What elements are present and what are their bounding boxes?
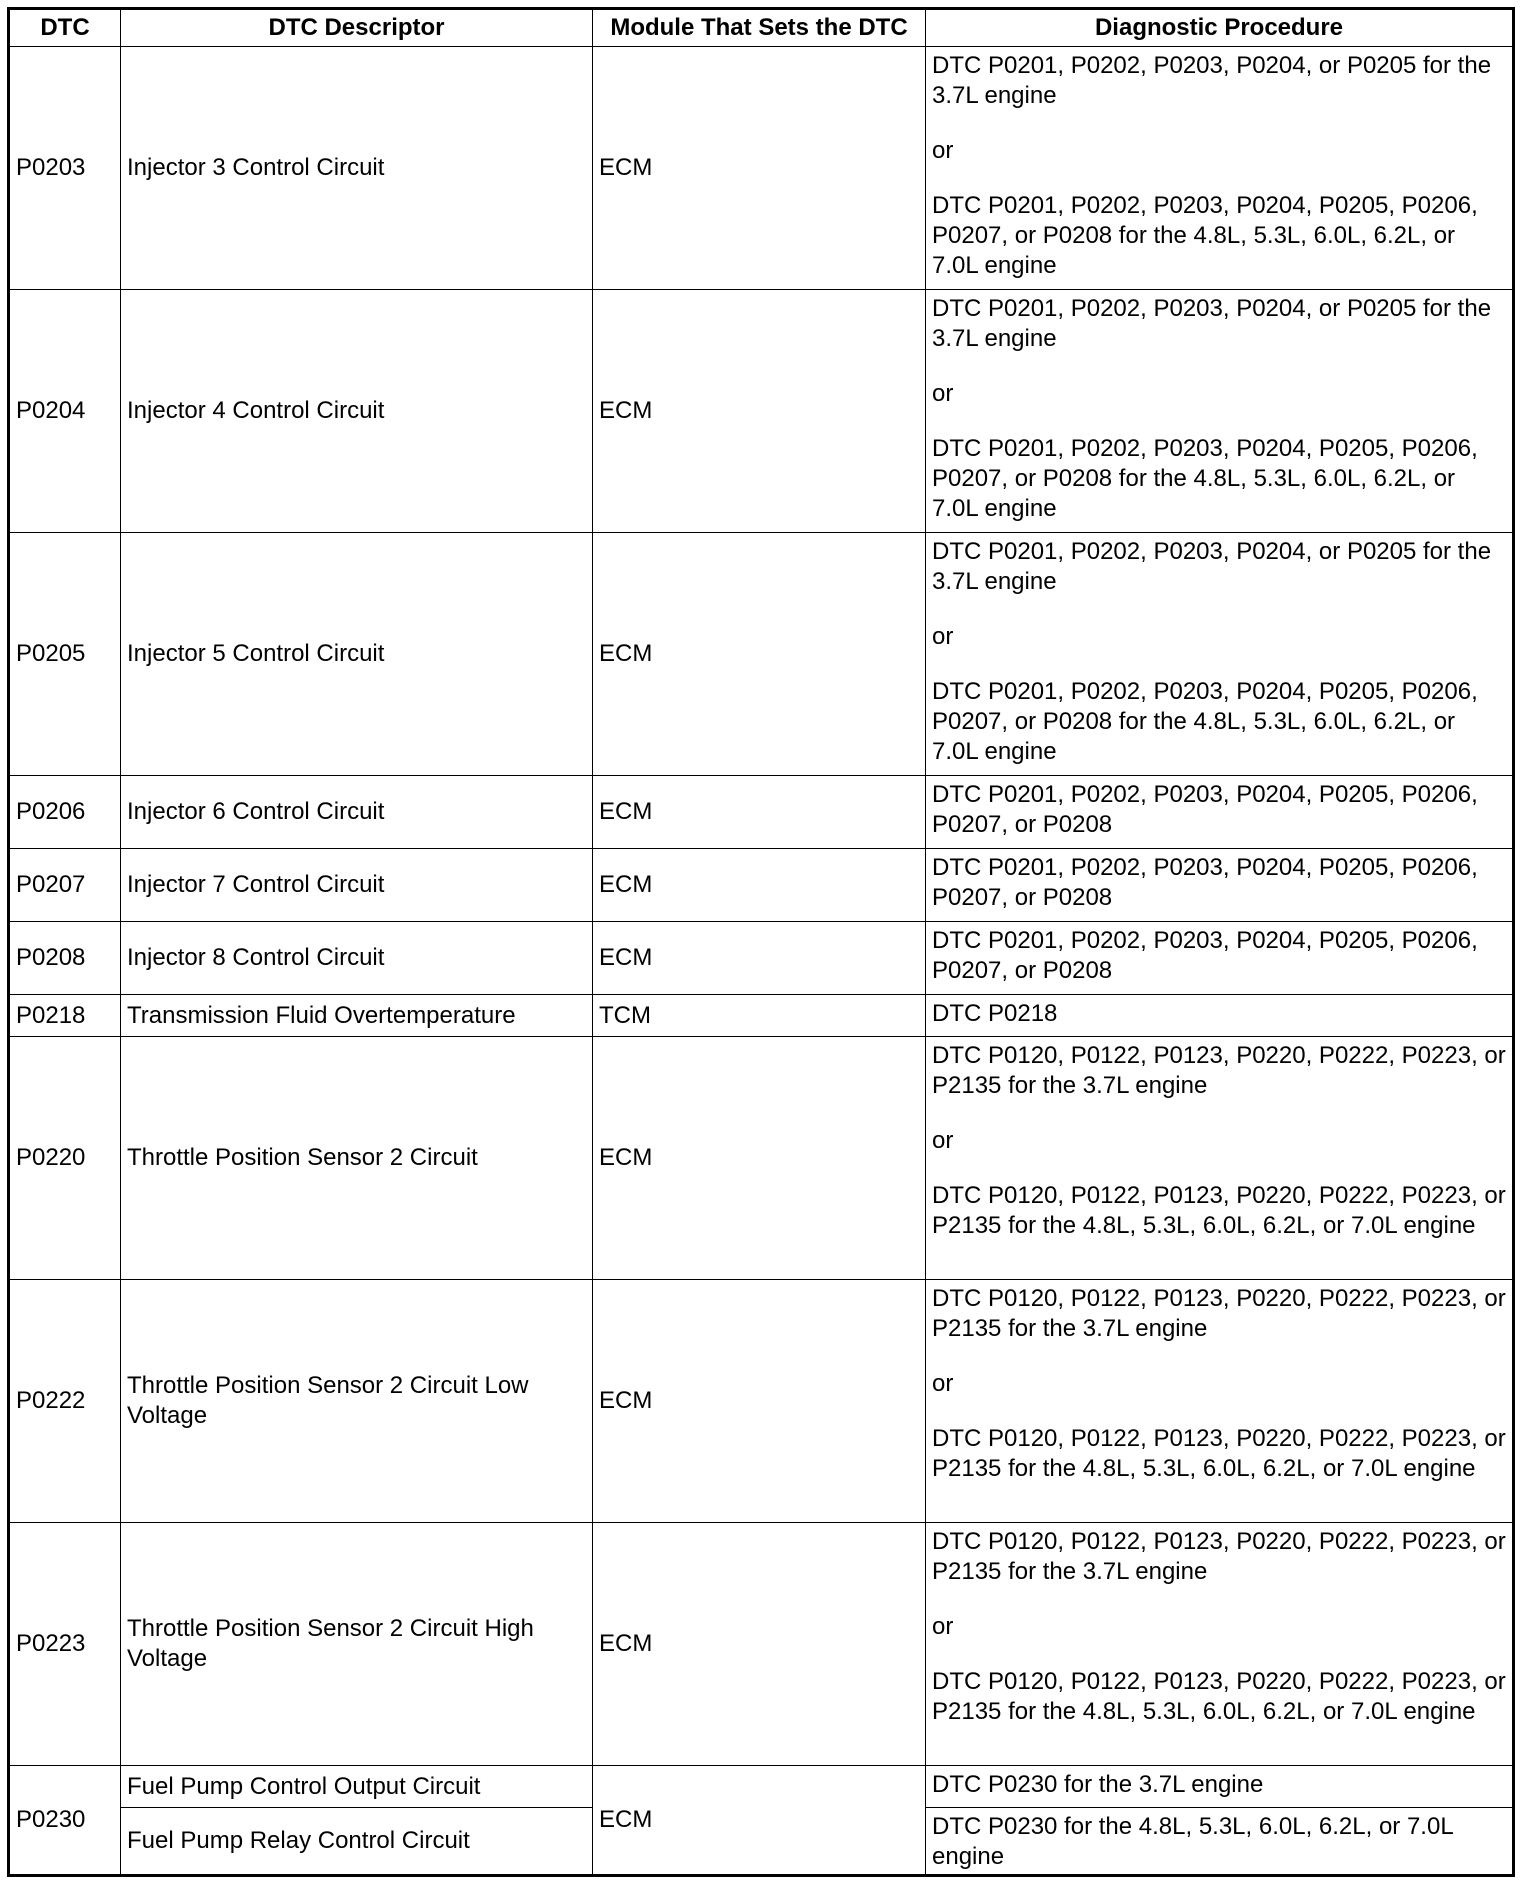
table-header [9,9,1514,47]
diagnostic-procedure [926,1037,1514,1280]
table-row [9,849,1514,922]
diagnostic-procedure [926,849,1514,922]
dtc-descriptor: Transmission Fluid Overtemperature [121,995,593,1037]
diagnostic-procedure [926,290,1514,533]
module: ECM [593,1037,926,1280]
diagnostic-procedure: DTC P0230 for the 3.7L engine [926,1766,1514,1808]
procedure-text: or [932,137,954,164]
dtc-descriptor: Injector 7 Control Circuit [121,849,593,922]
dtc-descriptor: Fuel Pump Control Output Circuit [121,1766,593,1808]
procedure-text: DTC P0120, P0122, P0123, P0220, P0222, P0223, or P2135 for the 3.7L engine [932,1042,1506,1099]
dtc-descriptor: Injector 8 Control Circuit [121,922,593,995]
table-row [9,922,1514,995]
module: ECM [593,533,926,776]
dtc-descriptor: Injector 6 Control Circuit [121,776,593,849]
dtc-code: P0223 [9,1523,121,1766]
diagnostic-procedure: DTC P0230 for the 4.8L, 5.3L, 6.0L, 6.2L, or 7.0L engine [926,1808,1514,1876]
dtc-code: P0220 [9,1037,121,1280]
dtc-descriptor: Injector 5 Control Circuit [121,533,593,776]
procedure-text: DTC P0201, P0202, P0203, P0204, P0205, P0206, P0207, or P0208 [932,854,1478,911]
procedure-text: DTC P0201, P0202, P0203, P0204, P0205, P0206, P0207, or P0208 for the 4.8L, 5.3L, 6.0L, 6.2L, or 7.0L engine [932,192,1478,279]
module: ECM [593,1523,926,1766]
dtc-descriptor: Throttle Position Sensor 2 Circuit Low Voltage [121,1280,593,1523]
procedure-text: DTC P0201, P0202, P0203, P0204, or P0205 for the 3.7L engine [932,538,1492,595]
diagnostic-procedure [926,776,1514,849]
module: ECM [593,1280,926,1523]
module: ECM [593,47,926,290]
header-dtc: DTC [9,9,121,47]
procedure-text: or [932,1613,954,1640]
dtc-descriptor: Injector 4 Control Circuit [121,290,593,533]
dtc-code: P0205 [9,533,121,776]
dtc-code: P0204 [9,290,121,533]
dtc-code: P0207 [9,849,121,922]
procedure-text: DTC P0120, P0122, P0123, P0220, P0222, P0223, or P2135 for the 4.8L, 5.3L, 6.0L, 6.2L, or 7.0L engine [932,1182,1506,1239]
procedure-text: or [932,623,954,650]
dtc-code: P0208 [9,922,121,995]
table-row [9,1037,1514,1280]
procedure-text: DTC P0120, P0122, P0123, P0220, P0222, P0223, or P2135 for the 4.8L, 5.3L, 6.0L, 6.2L, or 7.0L engine [932,1668,1506,1725]
procedure-text: or [932,1370,954,1397]
table-row [9,47,1514,290]
table-row [9,1280,1514,1523]
module: TCM [593,995,926,1037]
table-row [9,533,1514,776]
dtc-descriptor: Injector 3 Control Circuit [121,47,593,290]
diagnostic-procedure [926,1280,1514,1523]
procedure-text: DTC P0201, P0202, P0203, P0204, or P0205 for the 3.7L engine [932,52,1492,109]
table-row [9,290,1514,533]
header-procedure: Diagnostic Procedure [926,9,1514,47]
module: ECM [593,849,926,922]
table-row [9,1523,1514,1766]
procedure-text: DTC P0120, P0122, P0123, P0220, P0222, P0223, or P2135 for the 3.7L engine [932,1285,1506,1342]
procedure-text: DTC P0201, P0202, P0203, P0204, P0205, P0206, P0207, or P0208 [932,781,1478,838]
module: ECM [593,922,926,995]
diagnostic-procedure [926,922,1514,995]
diagnostic-procedure [926,533,1514,776]
dtc-code: P0222 [9,1280,121,1523]
diagnostic-procedure [926,1523,1514,1766]
procedure-text: DTC P0218 [932,1000,1058,1027]
procedure-text: DTC P0201, P0202, P0203, P0204, or P0205 for the 3.7L engine [932,295,1492,352]
header-row [9,9,1514,47]
procedure-text: DTC P0201, P0202, P0203, P0204, P0205, P0206, P0207, or P0208 for the 4.8L, 5.3L, 6.0L, 6.2L, or 7.0L engine [932,435,1478,522]
dtc-code: P0203 [9,47,121,290]
dtc-code: P0230 [9,1766,121,1876]
dtc-descriptor: Fuel Pump Relay Control Circuit [121,1808,593,1876]
dtc-table [7,7,1515,1877]
procedure-text: DTC P0201, P0202, P0203, P0204, P0205, P0206, P0207, or P0208 for the 4.8L, 5.3L, 6.0L, 6.2L, or 7.0L engine [932,678,1478,765]
header-module: Module That Sets the DTC [593,9,926,47]
header-descriptor: DTC Descriptor [121,9,593,47]
table-row [9,776,1514,849]
diagnostic-procedure [926,995,1514,1037]
dtc-descriptor: Throttle Position Sensor 2 Circuit High Voltage [121,1523,593,1766]
table-row [9,995,1514,1037]
procedure-text: DTC P0120, P0122, P0123, P0220, P0222, P0223, or P2135 for the 3.7L engine [932,1528,1506,1585]
module: ECM [593,1766,926,1876]
procedure-text: DTC P0120, P0122, P0123, P0220, P0222, P0223, or P2135 for the 4.8L, 5.3L, 6.0L, 6.2L, or 7.0L engine [932,1425,1506,1482]
module: ECM [593,290,926,533]
diagnostic-procedure [926,47,1514,290]
table-body [9,47,1514,1876]
procedure-text: or [932,380,954,407]
dtc-descriptor: Throttle Position Sensor 2 Circuit [121,1037,593,1280]
module: ECM [593,776,926,849]
procedure-text: or [932,1127,954,1154]
table-row [9,1766,1514,1808]
procedure-text: DTC P0201, P0202, P0203, P0204, P0205, P0206, P0207, or P0208 [932,927,1478,984]
dtc-code: P0218 [9,995,121,1037]
dtc-code: P0206 [9,776,121,849]
